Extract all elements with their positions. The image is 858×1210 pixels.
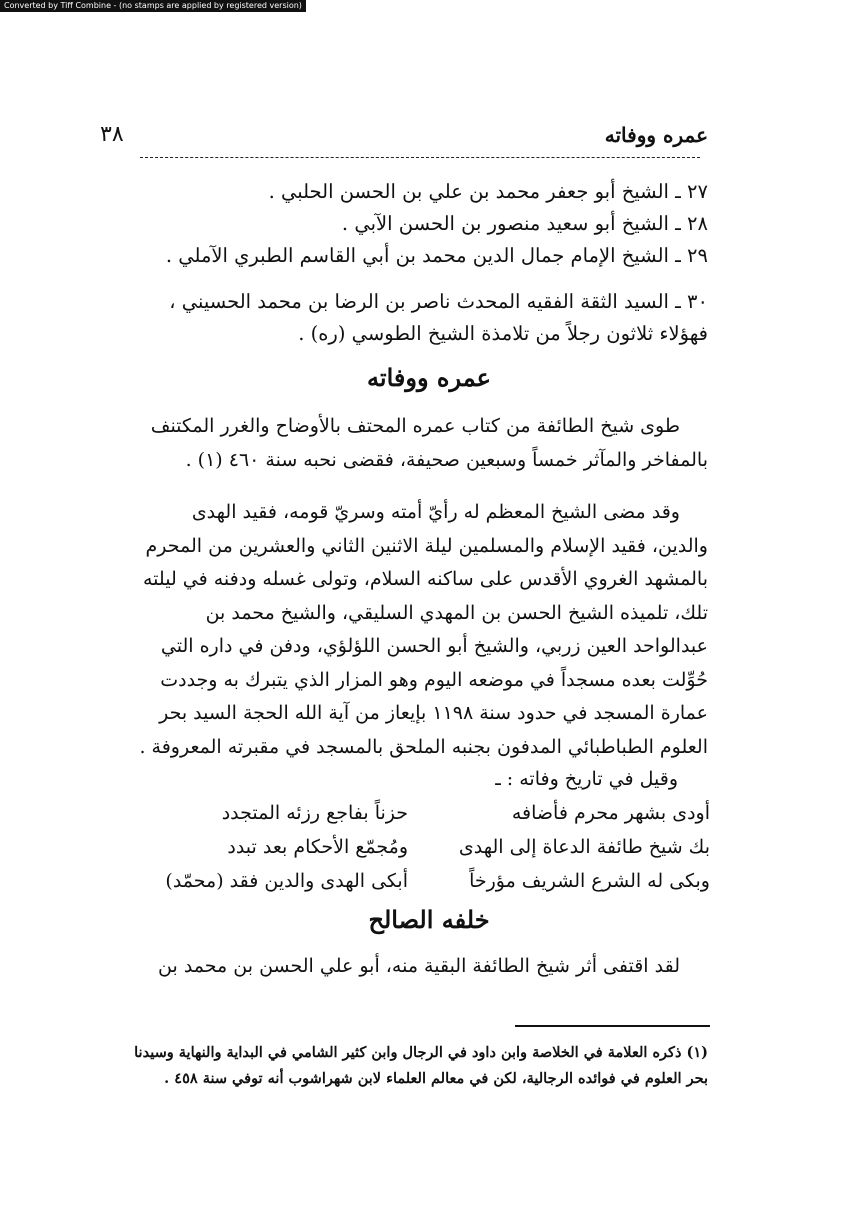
verse-line: حزناً بفاجع رزئه المتجدد <box>221 802 408 824</box>
verse-line: بك شيخ طائفة الدعاة إلى الهدى <box>458 836 710 858</box>
paragraph-line: وقد مضى الشيخ المعظم له رأيّ أمته وسريّ قومه، فقيد الهدى <box>191 501 680 523</box>
paragraph-line: لقد اقتفى أثر شيخ الطائفة البقية منه، أبو علي الحسن بن محمد بن <box>158 955 680 977</box>
list-summary: فهؤلاء ثلاثون رجلاً من تلامذة الشيخ الطوسي (ره) . <box>298 322 708 345</box>
verse-second-hemistichs <box>118 796 408 898</box>
paragraph-line: عمارة المسجد في حدود سنة ١١٩٨ بإيعاز من آية الله الحجة السيد بحر <box>159 702 708 724</box>
paragraph-life-2 <box>128 496 708 764</box>
footnote-line: بحر العلوم في فوائده الرجالية، لكن في معالم العلماء لابن شهراشوب أنه توفي سنة ٤٥٨ . <box>164 1070 708 1087</box>
running-title: عمره ووفاته <box>604 123 708 147</box>
verse-intro: وقيل في تاريخ وفاته : ـ <box>495 768 678 790</box>
page-number: ٣٨ <box>100 122 124 147</box>
section-heading-life: عمره ووفاته <box>367 363 491 392</box>
verse-line: وبكى له الشرع الشريف مؤرخاً <box>469 870 710 892</box>
footnote <box>118 1040 708 1092</box>
verse-line: أودى بشهر محرم فأضافه <box>511 802 710 824</box>
paragraph-life-1 <box>128 410 708 477</box>
verse-line: ومُجمّع الأحكام بعد تبدد <box>227 836 408 858</box>
students-list <box>148 176 708 350</box>
verse-first-hemistichs <box>450 796 710 898</box>
paragraph-line: والدين، فقيد الإسلام والمسلمين ليلة الاثنين الثاني والعشرين من المحرم <box>145 534 708 557</box>
section-heading-successor: خلفه الصالح <box>368 905 490 934</box>
paragraph-successor <box>128 950 708 984</box>
verse-line: أبكى الهدى والدين فقد (محمّد) <box>165 870 408 892</box>
paragraph-line: بالمفاخر والمآثر خمساً وسبعين صحيفة، فقضى نحبه سنة ٤٦٠ (١) . <box>185 448 708 471</box>
paragraph-line: تلك، تلميذه الشيخ الحسن بن المهدي السليقي، والشيخ محمد بن <box>205 601 708 624</box>
paragraph-line: طوى شيخ الطائفة من كتاب عمره المحتف بالأوضاح والغرر المكتنف <box>150 415 680 437</box>
list-item: ٢٧ ـ الشيخ أبو جعفر محمد بن علي بن الحسن الحلبي . <box>268 180 708 203</box>
footnote-line: (١) ذكره العلامة في الخلاصة وابن داود في الرجال وابن كثير الشامي في البداية والنهاية وسيدنا <box>134 1044 708 1061</box>
paragraph-line: بالمشهد الغروي الأقدس على ساكنه السلام، وتولى غسله ودفنه في ليلته <box>143 568 708 590</box>
header-rule <box>140 157 700 158</box>
paragraph-line: حُوِّلت بعده مسجداً في موضعه اليوم وهو المزار الذي يتبرك به وجددت <box>160 668 708 691</box>
list-item: ٢٩ ـ الشيخ الإمام جمال الدين محمد بن أبي القاسم الطبري الآملي . <box>165 244 708 267</box>
list-item: ٣٠ ـ السيد الثقة الفقيه المحدث ناصر بن الرضا بن محمد الحسيني ، <box>169 290 708 313</box>
paragraph-line: عبدالواحد العين زربي، والشيخ أبو الحسن اللؤلؤي، ودفن في داره التي <box>160 635 708 657</box>
list-item: ٢٨ ـ الشيخ أبو سعيد منصور بن الحسن الآبي . <box>341 212 708 235</box>
converter-banner: Converted by Tiff Combine - (no stamps are applied by registered version) <box>0 0 306 12</box>
paragraph-line: العلوم الطباطبائي المدفون بجنبه الملحق بالمسجد في مقبرته المعروفة . <box>139 735 708 758</box>
footnote-rule <box>515 1025 710 1027</box>
